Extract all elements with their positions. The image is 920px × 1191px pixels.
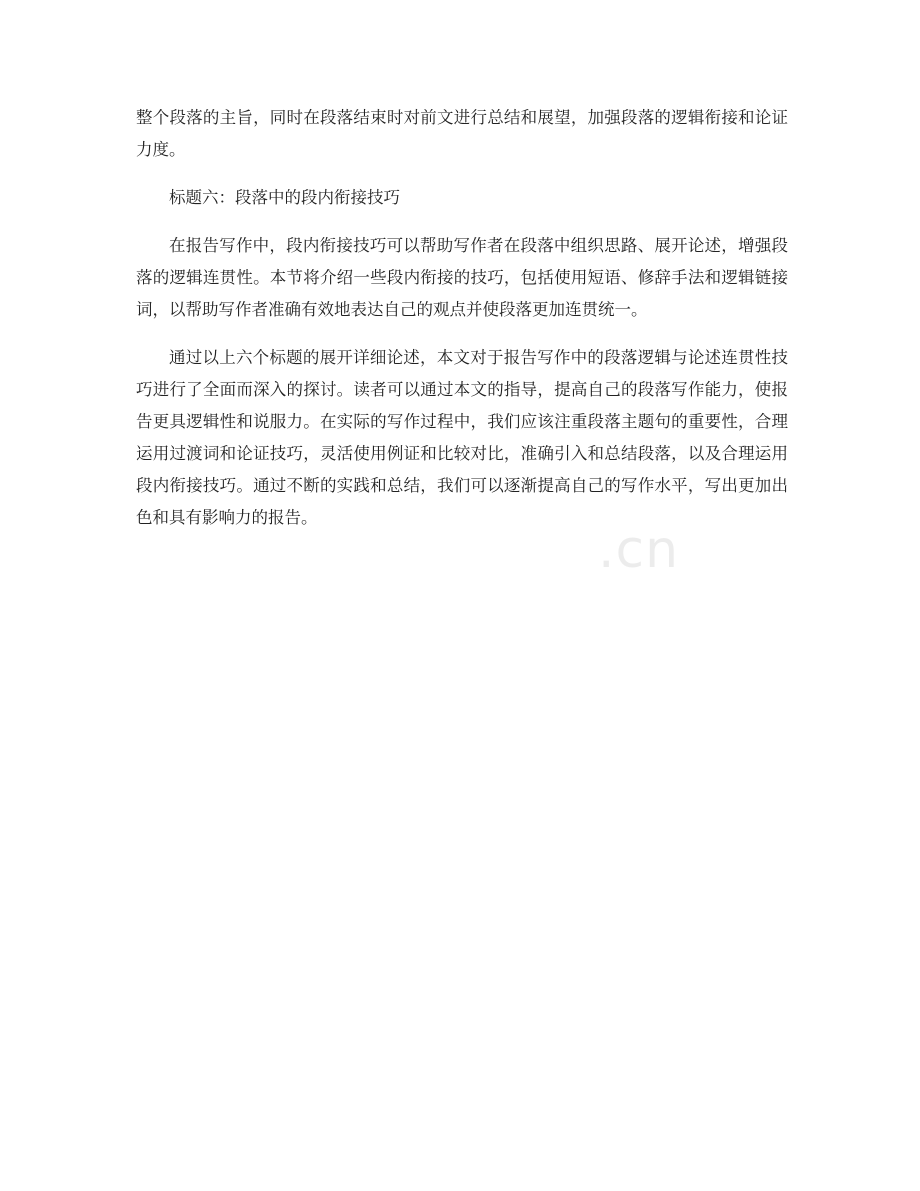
section-heading-6: 标题六：段落中的段内衔接技巧 xyxy=(169,188,400,207)
watermark: .cn xyxy=(598,520,680,580)
paragraph-section6: 在报告写作中，段内衔接技巧可以帮助写作者在段落中组织思路、展开论述，增强段落的逻辑连贯性。本节将介绍一些段内衔接的技巧，包括使用短语、修辞手法和逻辑链接词，以帮助写作者准确有效地表达自己的观点并使段落更加连贯统一。 xyxy=(136,236,788,319)
document-body xyxy=(136,102,788,550)
paragraph-continued: 整个段落的主旨，同时在段落结束时对前文进行总结和展望，加强段落的逻辑衔接和论证力度。 xyxy=(136,108,788,159)
paragraph-conclusion: 通过以上六个标题的展开详细论述，本文对于报告写作中的段落逻辑与论述连贯性技巧进行了全面而深入的探讨。读者可以通过本文的指导，提高自己的段落写作能力，使报告更具逻辑性和说服力。在实际的写作过程中，我们应该注重段落主题句的重要性，合理运用过渡词和论证技巧，灵活使用例证和比较对比，准确引入和总结段落，以及合理运用段内衔接技巧。通过不断的实践和总结，我们可以逐渐提高自己的写作水平，写出更加出色和具有影响力的报告。 xyxy=(136,348,788,527)
